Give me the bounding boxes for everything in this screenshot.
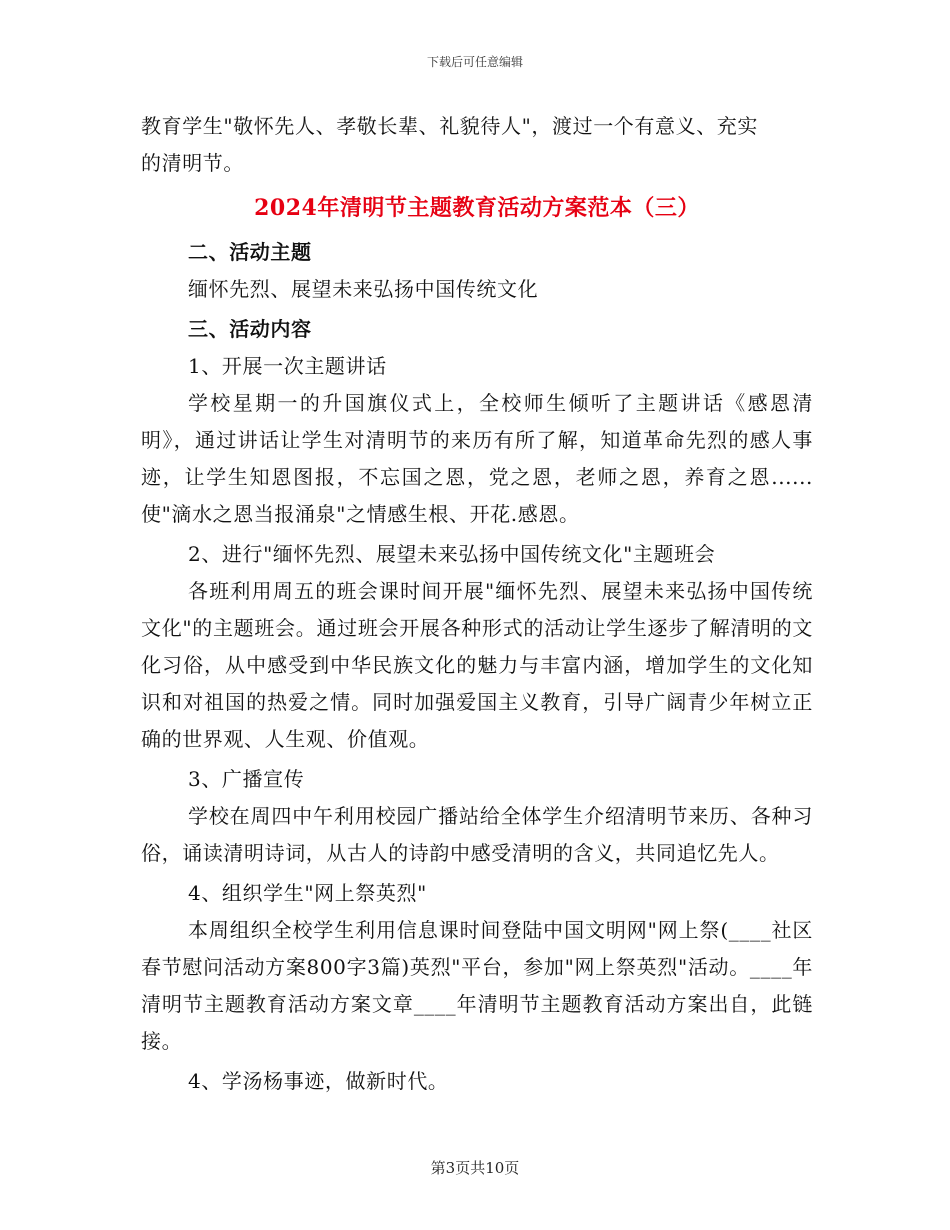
intro-line-1: 教育学生"敬怀先人、孝敬长辈、礼貌待人"，渡过一个有意义、充实	[141, 114, 758, 138]
item-heading-class-meeting: 2、进行"缅怀先烈、展望未来弘扬中国传统文化"主题班会	[188, 542, 716, 566]
item-heading-broadcast: 3、广播宣传	[188, 767, 305, 791]
item-text-online-memorial: 本周组织全校学生利用信息课时间登陆中国文明网"网上祭(____社区春节慰问活动方案800字3篇)英烈"平台，参加"网上祭英烈"活动。____年清明节主题教育活动方案文章____年清明节主题教育活动方案出自，此链接。	[141, 918, 813, 1053]
item-text-broadcast: 学校在周四中午利用校园广播站给全体学生介绍清明节来历、各种习俗，诵读清明诗词，从古人的诗韵中感受清明的含义，共同追忆先人。	[141, 804, 813, 865]
page-header: 下载后可任意编辑	[426, 55, 523, 69]
item-heading-speech: 1、开展一次主题讲话	[188, 354, 387, 378]
document-body	[141, 108, 813, 1100]
item-text-speech: 学校星期一的升国旗仪式上，全校师生倾听了主题讲话《感恩清明》，通过讲话让学生对清明节的来历有所了解，知道革命先烈的感人事迹，让学生知恩图报，不忘国之恩，党之恩，老师之恩，养育之恩......使"滴水之恩当报涌泉"之情感生根、开花.感恩。	[141, 391, 813, 526]
section-text-theme: 缅怀先烈、展望未来弘扬中国传统文化	[188, 277, 539, 301]
section-heading-content: 三、活动内容	[188, 317, 312, 341]
document-title: 2024年清明节主题教育活动方案范本（三）	[254, 195, 700, 221]
intro-line-2: 的清明节。	[141, 151, 244, 175]
item-heading-online-memorial: 4、组织学生"网上祭英烈"	[188, 881, 427, 905]
page-number: 第3页共10页	[430, 1159, 520, 1177]
item-heading-learn: 4、学汤杨事迹，做新时代。	[188, 1069, 449, 1093]
item-text-class-meeting: 各班利用周五的班会课时间开展"缅怀先烈、展望未来弘扬中国传统文化"的主题班会。通过班会开展各种形式的活动让学生逐步了解清明的文化习俗，从中感受到中华民族文化的魅力与丰富内涵，增加学生的文化知识和对祖国的热爱之情。同时加强爱国主义教育，引导广阔青少年树立正确的世界观、人生观、价值观。	[141, 579, 813, 751]
section-heading-theme: 二、活动主题	[188, 240, 312, 264]
